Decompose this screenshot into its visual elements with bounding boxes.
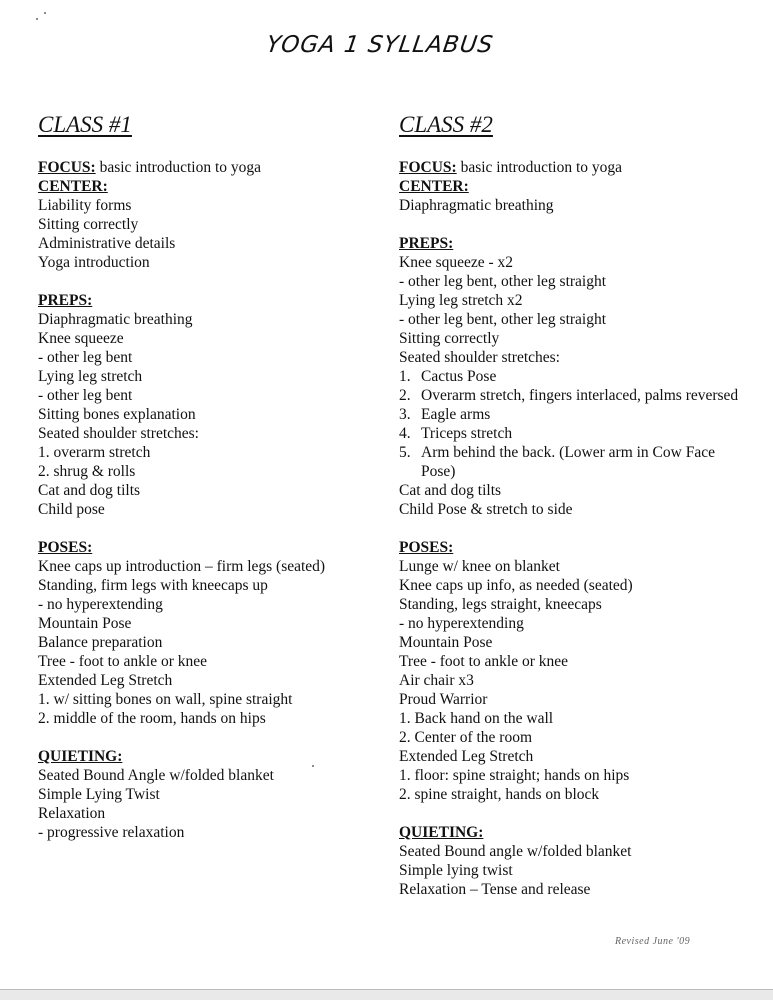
list-item: Liability forms xyxy=(38,197,132,214)
preps-heading: PREPS: xyxy=(399,235,454,252)
item-number: 3. xyxy=(399,406,411,423)
class-1-poses-section xyxy=(38,538,368,728)
class-2-focus-section xyxy=(399,158,739,177)
list-item: Sitting correctly xyxy=(38,216,139,233)
numbered-item xyxy=(399,386,739,405)
item-text: Eagle arms xyxy=(421,406,491,423)
item-number: 5. xyxy=(399,444,411,461)
list-item: Seated Bound Angle w/folded blanket xyxy=(38,767,274,784)
class-2-center-section xyxy=(399,177,739,215)
list-item: - no hyperextending xyxy=(399,615,524,632)
list-item: Diaphragmatic breathing xyxy=(38,311,193,328)
class-1-center-section xyxy=(38,177,368,272)
list-item: 1. floor: spine straight; hands on hips xyxy=(399,767,630,784)
center-heading: CENTER: xyxy=(38,178,108,195)
list-item: Extended Leg Stretch xyxy=(38,672,173,689)
list-item: Lying leg stretch xyxy=(38,368,143,385)
list-item: Lunge w/ knee on blanket xyxy=(399,558,560,575)
numbered-item xyxy=(399,424,739,443)
numbered-item xyxy=(399,405,739,424)
list-item: Knee caps up introduction – firm legs (seated) xyxy=(38,558,326,575)
list-item: Cat and dog tilts xyxy=(399,482,502,499)
list-item: Yoga introduction xyxy=(38,254,150,271)
item-number: 1. xyxy=(399,368,411,385)
class-1-focus-section xyxy=(38,158,368,177)
list-item: 2. Center of the room xyxy=(399,729,533,746)
list-item: Knee squeeze - x2 xyxy=(399,254,514,271)
list-item: Simple Lying Twist xyxy=(38,786,160,803)
list-item: Sitting correctly xyxy=(399,330,500,347)
list-item: Relaxation xyxy=(38,805,106,822)
list-item: Standing, legs straight, kneecaps xyxy=(399,596,602,613)
item-number: 2. xyxy=(399,387,411,404)
focus-line xyxy=(399,158,739,177)
list-item: - progressive relaxation xyxy=(38,824,185,841)
focus-label: FOCUS: xyxy=(38,159,96,176)
focus-text: basic introduction to yoga xyxy=(460,159,623,176)
list-item: Seated shoulder stretches: xyxy=(399,349,560,366)
list-item: - no hyperextending xyxy=(38,596,163,613)
preps-heading: PREPS: xyxy=(38,292,93,309)
focus-line xyxy=(38,158,368,177)
poses-heading: POSES: xyxy=(38,539,93,556)
list-item: Seated Bound angle w/folded blanket xyxy=(399,843,632,860)
focus-label: FOCUS: xyxy=(399,159,457,176)
list-item: 1. Back hand on the wall xyxy=(399,710,554,727)
scan-speck xyxy=(312,765,314,767)
class-2-heading: CLASS #2 xyxy=(399,112,493,137)
list-item: - other leg bent, other leg straight xyxy=(399,311,607,328)
revised-date: Revised June '09 xyxy=(615,936,691,947)
list-item: Tree - foot to ankle or knee xyxy=(399,653,569,670)
list-item: Tree - foot to ankle or knee xyxy=(38,653,208,670)
list-item: 2. spine straight, hands on block xyxy=(399,786,600,803)
item-text: Overarm stretch, fingers interlaced, palms reversed xyxy=(421,387,739,404)
scan-edge xyxy=(0,990,773,1000)
class-2-quieting-section xyxy=(399,823,739,899)
list-item: 1. overarm stretch xyxy=(38,444,151,461)
list-item: Lying leg stretch x2 xyxy=(399,292,523,309)
scan-speck xyxy=(44,12,46,14)
class-1-quieting-section xyxy=(38,747,368,842)
list-item: Balance preparation xyxy=(38,634,163,651)
list-item: Relaxation – Tense and release xyxy=(399,881,591,898)
item-text: Triceps stretch xyxy=(421,425,513,442)
list-item: Proud Warrior xyxy=(399,691,488,708)
list-item: Child pose xyxy=(38,501,105,518)
list-item: 1. w/ sitting bones on wall, spine straight xyxy=(38,691,293,708)
poses-heading: POSES: xyxy=(399,539,454,556)
quieting-heading: QUIETING: xyxy=(38,748,123,765)
list-item: Seated shoulder stretches: xyxy=(38,425,199,442)
class-2-column xyxy=(399,112,739,918)
list-item: Air chair x3 xyxy=(399,672,474,689)
list-item: Extended Leg Stretch xyxy=(399,748,534,765)
quieting-heading: QUIETING: xyxy=(399,824,484,841)
list-item: Sitting bones explanation xyxy=(38,406,196,423)
item-text: Arm behind the back. (Lower arm in Cow Face Pose) xyxy=(421,444,715,480)
list-item: 2. middle of the room, hands on hips xyxy=(38,710,266,727)
item-number: 4. xyxy=(399,425,411,442)
list-item: - other leg bent xyxy=(38,349,133,366)
list-item: Diaphragmatic breathing xyxy=(399,197,554,214)
focus-text: basic introduction to yoga xyxy=(99,159,262,176)
class-1-preps-section xyxy=(38,291,368,519)
list-item: Knee caps up info, as needed (seated) xyxy=(399,577,633,594)
class-2-poses-section xyxy=(399,538,739,804)
list-item: Child Pose & stretch to side xyxy=(399,501,573,518)
list-item: 2. shrug & rolls xyxy=(38,463,136,480)
list-item: Mountain Pose xyxy=(38,615,132,632)
list-item: Simple lying twist xyxy=(399,862,513,879)
class-2-preps-section xyxy=(399,234,739,519)
list-item: Cat and dog tilts xyxy=(38,482,141,499)
list-item: Mountain Pose xyxy=(399,634,493,651)
scan-speck xyxy=(36,18,38,20)
class-1-column xyxy=(38,112,368,861)
numbered-item xyxy=(399,443,739,481)
center-heading: CENTER: xyxy=(399,178,469,195)
class-1-heading: CLASS #1 xyxy=(38,112,132,137)
list-item: Administrative details xyxy=(38,235,176,252)
item-text: Cactus Pose xyxy=(421,368,497,385)
list-item: Knee squeeze xyxy=(38,330,124,347)
list-item: - other leg bent xyxy=(38,387,133,404)
list-item: Standing, firm legs with kneecaps up xyxy=(38,577,268,594)
list-item: - other leg bent, other leg straight xyxy=(399,273,607,290)
page-title: YOGA 1 SYLLABUS xyxy=(264,32,496,58)
numbered-item xyxy=(399,367,739,386)
